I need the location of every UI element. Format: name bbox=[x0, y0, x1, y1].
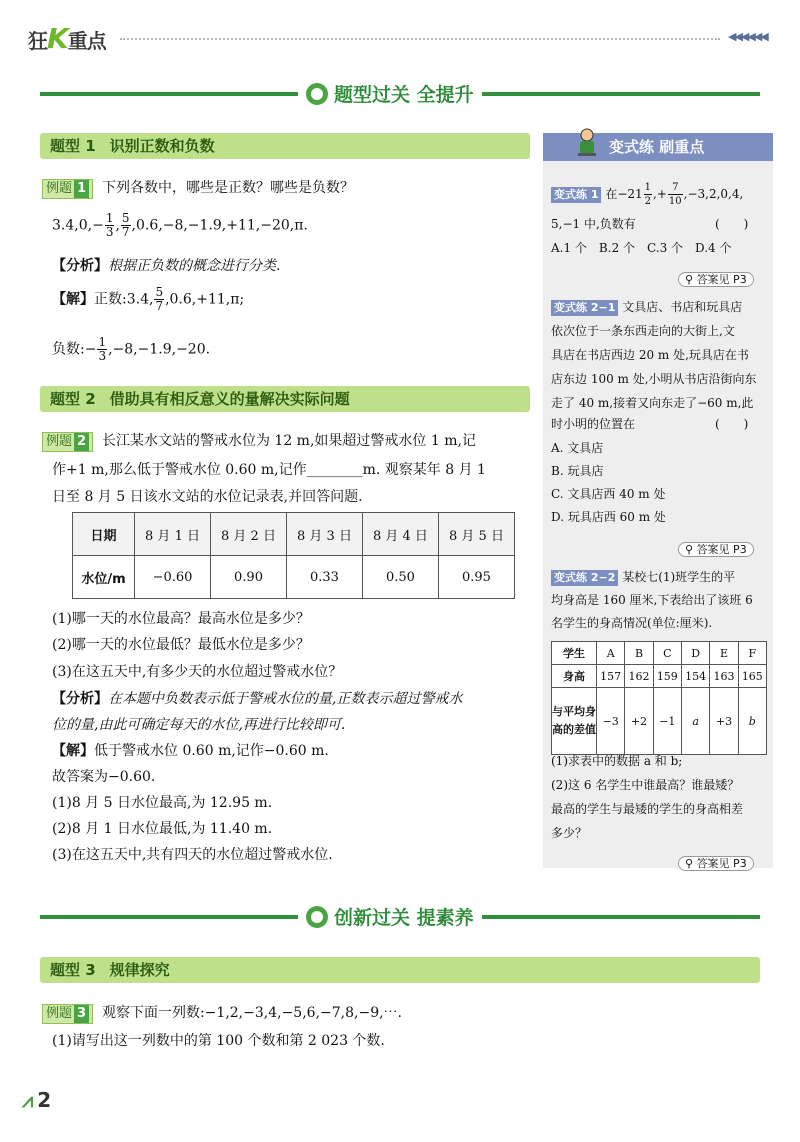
example-3-q1: (1)请写出这一列数中的第 100 个数和第 2 023 个数. bbox=[52, 1033, 385, 1049]
section-banner-2: 创新过关 提素养 bbox=[298, 903, 482, 930]
table-row: 与平均身高的差值 −3 +2 −1 a +3 b bbox=[552, 688, 767, 755]
example-1-numbers: 3.4,0,− $\frac{1}{3}$ , $\frac{5}{7}$ ,0.6,−8,−1.9,+11,−20,π. bbox=[52, 211, 308, 239]
example-1-analysis: 【分析】根据正负数的概念进行分类. bbox=[52, 258, 281, 274]
target-icon bbox=[306, 83, 328, 105]
example-2-q2: (2)哪一天的水位最低？最低水位是多少？ bbox=[52, 637, 310, 653]
variant-2-2-line2: 均身高是 160 厘米,下表给出了该班 6 bbox=[551, 593, 753, 607]
example-2-analysis-1: 【分析】在本题中负数表示低于警戒水位的量,正数表示超过警戒水 bbox=[52, 691, 463, 707]
variant-2-1-line4: 店东边 100 m 处,小明从书店沿街向东 bbox=[551, 372, 757, 386]
height-table bbox=[551, 641, 767, 755]
example-label: 例题 2 bbox=[42, 432, 93, 452]
variant-2-1-option-a: A. 文具店 bbox=[551, 441, 604, 455]
example-2-q1: (1)哪一天的水位最高？最高水位是多少？ bbox=[52, 611, 310, 627]
variant-2-1-line2: 依次位于一条东西走向的大街上,文 bbox=[551, 324, 735, 338]
example-2-solution-1: 【解】低于警戒水位 0.60 m,记作−0.60 m. bbox=[52, 743, 329, 759]
section-banner-1: 题型过关 全提升 bbox=[298, 80, 482, 107]
page-number: ⩘ 2 bbox=[22, 1088, 52, 1112]
example-3-line1: 例题 3 观察下面一列数:−1,2,−3,4,−5,6,−7,8,−9,⋯. bbox=[42, 1000, 402, 1026]
variant-1-line1: 变式练 1 在−21 $\frac{1}{2}$ ,+ $\frac{7}{10}$ ,−3,2,0,4, bbox=[551, 181, 743, 208]
water-level-table bbox=[72, 512, 515, 599]
example-2-solution-5: (3)在这五天中,共有四天的水位超过警戒水位. bbox=[52, 847, 333, 863]
brand-logo: 狂K重点 bbox=[28, 22, 106, 55]
compass-icon: ⩘ bbox=[22, 1088, 34, 1112]
header-arrows-icon: ◀◀◀◀◀◀ bbox=[728, 30, 767, 43]
example-2-line1: 例题 2 长江某水文站的警戒水位为 12 m,如果超过警戒水位 1 m,记 bbox=[42, 428, 476, 454]
variant-2-2-line1: 变式练 2−2 某校七(1)班学生的平 bbox=[551, 566, 735, 589]
example-2-solution-3: (1)8 月 5 日水位最高,为 12.95 m. bbox=[52, 795, 273, 811]
key-icon: ⚲ bbox=[685, 857, 694, 870]
variant-2-1-line1: 变式练 2−1 文具店、书店和玩具店 bbox=[551, 296, 742, 319]
variant-2-2-q1: (1)求表中的数据 a 和 b; bbox=[551, 754, 683, 768]
example-2-q3: (3)在这五天中,有多少天的水位超过警戒水位？ bbox=[52, 664, 343, 680]
table-row: 身高 157 162 159 154 163 165 bbox=[552, 665, 767, 688]
variant-2-1-line5: 走了 40 m,接着又向东走了−60 m,此 bbox=[551, 396, 754, 410]
example-label: 例题 1 bbox=[42, 179, 93, 199]
topic-bar-1: 题型 1 识别正数和负数 bbox=[40, 133, 530, 159]
variant-1-answer-paren: ( ) bbox=[715, 217, 749, 231]
example-2-solution-2: 故答案为−0.60. bbox=[52, 769, 156, 785]
topic-bar-2: 题型 2 借助具有相反意义的量解决实际问题 bbox=[40, 386, 530, 412]
example-1-positive: 【解】正数:3.4, $\frac{5}{7}$ ,0.6,+11,π; bbox=[52, 285, 245, 313]
variant-2-2-q3: 最高的学生与最矮的学生的身高相差 bbox=[551, 802, 744, 816]
variant-2-1-answer-paren: ( ) bbox=[715, 417, 749, 431]
example-1-negative: 负数:− $\frac{1}{3}$ ,−8,−1.9,−20. bbox=[52, 335, 211, 363]
key-icon: ⚲ bbox=[685, 543, 694, 556]
variant-2-1-line3: 具店在书店西边 20 m 处,玩具店在书 bbox=[551, 348, 749, 362]
variant-2-1-option-d: D. 玩具店西 60 m 处 bbox=[551, 510, 666, 524]
variant-2-2-line3: 名学生的身高情况(单位:厘米). bbox=[551, 616, 713, 630]
example-2-solution-4: (2)8 月 1 日水位最低,为 11.40 m. bbox=[52, 821, 273, 837]
example-label: 例题 3 bbox=[42, 1004, 93, 1024]
variant-2-1-option-c: C. 文具店西 40 m 处 bbox=[551, 487, 666, 501]
example-1-question: 例题 1 下列各数中，哪些是正数？哪些是负数？ bbox=[42, 175, 354, 201]
variant-2-1-line6: 时小明的位置在 bbox=[551, 417, 636, 431]
topic-bar-3: 题型 3 规律探究 bbox=[40, 957, 760, 983]
variant-2-2-q4: 多少？ bbox=[551, 826, 588, 840]
sidebar-title: 变式练 刷重点 bbox=[543, 133, 773, 161]
key-icon: ⚲ bbox=[685, 273, 694, 286]
example-2-line2: 作+1 m,那么低于警戒水位 0.60 m,记作________m. 观察某年 8 月 1 bbox=[52, 462, 486, 478]
variant-1-answer-ref[interactable]: ⚲ 答案见 P3 bbox=[678, 268, 754, 288]
variant-2-1-option-b: B. 玩具店 bbox=[551, 464, 604, 478]
variant-2-2-answer-ref[interactable]: ⚲ 答案见 P3 bbox=[678, 852, 754, 872]
variant-2-1-answer-ref[interactable]: ⚲ 答案见 P3 bbox=[678, 538, 754, 558]
table-row: 日期 8 月 1 日 8 月 2 日 8 月 3 日 8 月 4 日 8 月 5 日 bbox=[73, 513, 515, 556]
variant-1-options: A.1 个 B.2 个 C.3 个 D.4 个 bbox=[551, 241, 732, 255]
table-row: 水位/m −0.60 0.90 0.33 0.50 0.95 bbox=[73, 556, 515, 599]
student-icon bbox=[570, 126, 604, 160]
example-2-analysis-2: 位的量,由此可确定每天的水位,再进行比较即可. bbox=[52, 717, 346, 733]
chart-up-icon bbox=[306, 906, 328, 928]
example-2-line3: 日至 8 月 5 日该水文站的水位记录表,并回答问题. bbox=[52, 489, 363, 505]
variant-2-2-q2: (2)这 6 名学生中谁最高？谁最矮？ bbox=[551, 778, 740, 792]
header-dotted-rule bbox=[120, 38, 720, 40]
table-row: 学生 A B C D E F bbox=[552, 642, 767, 665]
variant-1-line2: 5,−1 中,负数有 bbox=[551, 217, 636, 231]
